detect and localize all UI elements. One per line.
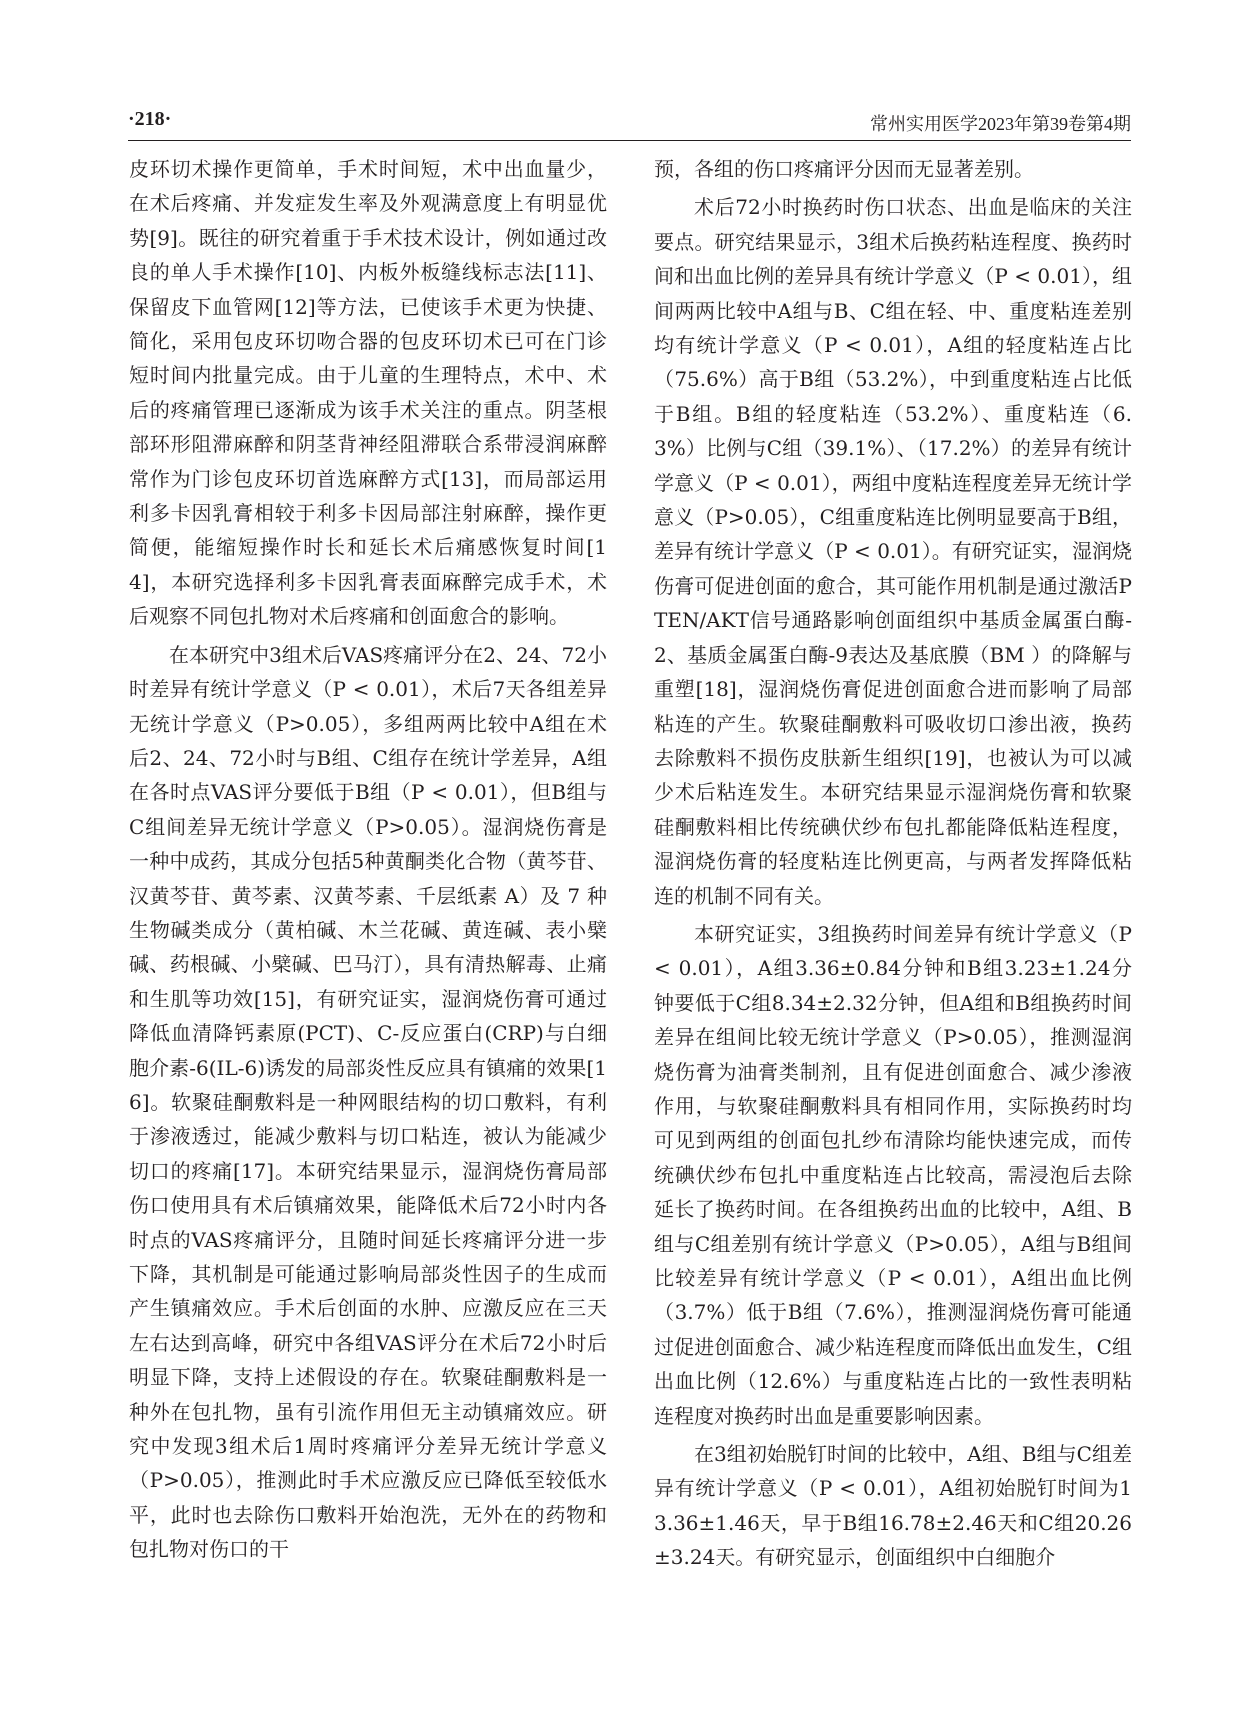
- paragraph: 在本研究中3组术后VAS疼痛评分在2、24、72小时差异有统计学意义（P < 0.01），术后7天各组差异无统计学意义（P>0.05），多组两两比较中A组在术后2、24、72小时与B组、C组存在统计学差异，A组在各时点VAS评分要低于B组（P < 0.01），但B组与C组间差异无统计学意义（P>0.05）。湿润烧伤膏是一种中成药，其成分包括5种黄酮类化合物（黄芩苷、汉黄芩苷、黄芩素、汉黄芩素、千层纸素 A）及 7 种生物碱类成分（黄柏碱、木兰花碱、黄连碱、表小檗碱、药根碱、小檗碱、巴马汀），具有清热解毒、止痛和生肌等功效[15]，有研究证实，湿润烧伤膏可通过降低血清降钙素原(PCT)、C-反应蛋白(CRP)与白细胞介素-6(IL-6)诱发的局部炎性反应具有镇痛的效果[16]。软聚硅酮敷料是一种网眼结构的切口敷料，有利于渗液透过，能减少敷料与切口粘连，被认为能减少切口的疼痛[17]。本研究结果显示，湿润烧伤膏局部伤口使用具有术后镇痛效果，能降低术后72小时内各时点的VAS疼痛评分，且随时间延长疼痛评分进一步下降，其机制是可能通过影响局部炎性因子的生成而产生镇痛效应。手术后创面的水肿、应激反应在三天左右达到高峰，研究中各组VAS评分在术后72小时后明显下降，支持上述假设的存在。软聚硅酮敷料是一种外在包扎物，虽有引流作用但无主动镇痛效应。研究中发现3组术后1周时疼痛评分差异无统计学意义（P>0.05），推测此时手术应激反应已降低至较低水平，此时也去除伤口敷料开始泡洗，无外在的药物和包扎物对伤口的干: [129, 642, 607, 1562]
- journal-issue-info: 常州实用医学2023年第39卷第4期: [870, 114, 1131, 134]
- paragraph-continued: 皮环切术操作更简单，手术时间短，术中出血量少，在术后疼痛、并发症发生率及外观满意度上有明显优势[9]。既往的研究着重于手术技术设计，例如通过改良的单人手术操作[10]、内板外板缝线标志法[11]、保留皮下血管网[12]等方法，已使该手术更为快捷、简化，采用包皮环切吻合器的包皮环切术已可在门诊短时间内批量完成。由于儿童的生理特点，术中、术后的疼痛管理已逐渐成为该手术关注的重点。阴茎根部环形阻滞麻醉和阴茎背神经阻滞联合系带浸润麻醉常作为门诊包皮环切首选麻醉方式[13]，而局部运用利多卡因乳膏相较于利多卡因局部注射麻醉，操作更简便，能缩短操作时长和延长术后痛感恢复时间[14]，本研究选择利多卡因乳膏表面麻醉完成手术，术后观察不同包扎物对术后疼痛和创面愈合的影响。: [129, 157, 607, 629]
- page-number: ·218·: [128, 108, 172, 130]
- paragraph-continued: 预，各组的伤口疼痛评分因而无显著差别。: [654, 157, 1034, 181]
- left-text-column: [129, 152, 607, 1567]
- paragraph: 术后72小时换药时伤口状态、出血是临床的关注要点。研究结果显示，3组术后换药粘连程度、换药时间和出血比例的差异具有统计学意义（P < 0.01），组间两两比较中A组与B、C组在轻、中、重度粘连差别均有统计学意义（P < 0.01），A组的轻度粘连占比（75.6%）高于B组（53.2%），中到重度粘连占比低于B组。B组的轻度粘连（53.2%）、重度粘连（6.3%）比例与C组（39.1%）、（17.2%）的差异有统计学意义（P < 0.01），两组中度粘连程度差异无统计学意义（P>0.05），C组重度粘连比例明显要高于B组，差异有统计学意义（P < 0.01）。有研究证实，湿润烧伤膏可促进创面的愈合，其可能作用机制是通过激活PTEN/AKT信号通路影响创面组织中基质金属蛋白酶-2、基质金属蛋白酶-9表达及基底膜（BM ）的降解与重塑[18]，湿润烧伤膏促进创面愈合进而影响了局部粘连的产生。软聚硅酮敷料可吸收切口渗出液，换药去除敷料不损伤皮肤新生组织[19]，也被认为可以减少术后粘连发生。本研究结果显示湿润烧伤膏和软聚硅酮敷料相比传统碘伏纱布包扎都能降低粘连程度，湿润烧伤膏的轻度粘连比例更高，与两者发挥降低粘连的机制不同有关。: [654, 195, 1132, 908]
- right-text-column: [654, 152, 1132, 1575]
- paragraph: 在3组初始脱钉时间的比较中，A组、B组与C组差异有统计学意义（P < 0.01），A组初始脱钉时间为13.36±1.46天，早于B组16.78±2.46天和C组20.26±3.24天。有研究显示，创面组织中白细胞介: [654, 1442, 1132, 1570]
- paragraph: 本研究证实，3组换药时间差异有统计学意义（P < 0.01），A组3.36±0.84分钟和B组3.23±1.24分钟要低于C组8.34±2.32分钟，但A组和B组换药时间差异在组间比较无统计学意义（P>0.05），推测湿润烧伤膏为油膏类制剂，且有促进创面愈合、减少渗液作用，与软聚硅酮敷料具有相同作用，实际换药时均可见到两组的创面包扎纱布清除均能快速完成，而传统碘伏纱布包扎中重度粘连占比较高，需浸泡后去除延长了换药时间。在各组换药出血的比较中，A组、B组与C组差别有统计学意义（P>0.05），A组与B组间比较差异有统计学意义（P < 0.01），A组出血比例（3.7%）低于B组（7.6%），推测湿润烧伤膏可能通过促进创面愈合、减少粘连程度而降低出血发生，C组出血比例（12.6%）与重度粘连占比的一致性表明粘连程度对换药时出血是重要影响因素。: [654, 921, 1132, 1428]
- running-header: [128, 106, 1131, 141]
